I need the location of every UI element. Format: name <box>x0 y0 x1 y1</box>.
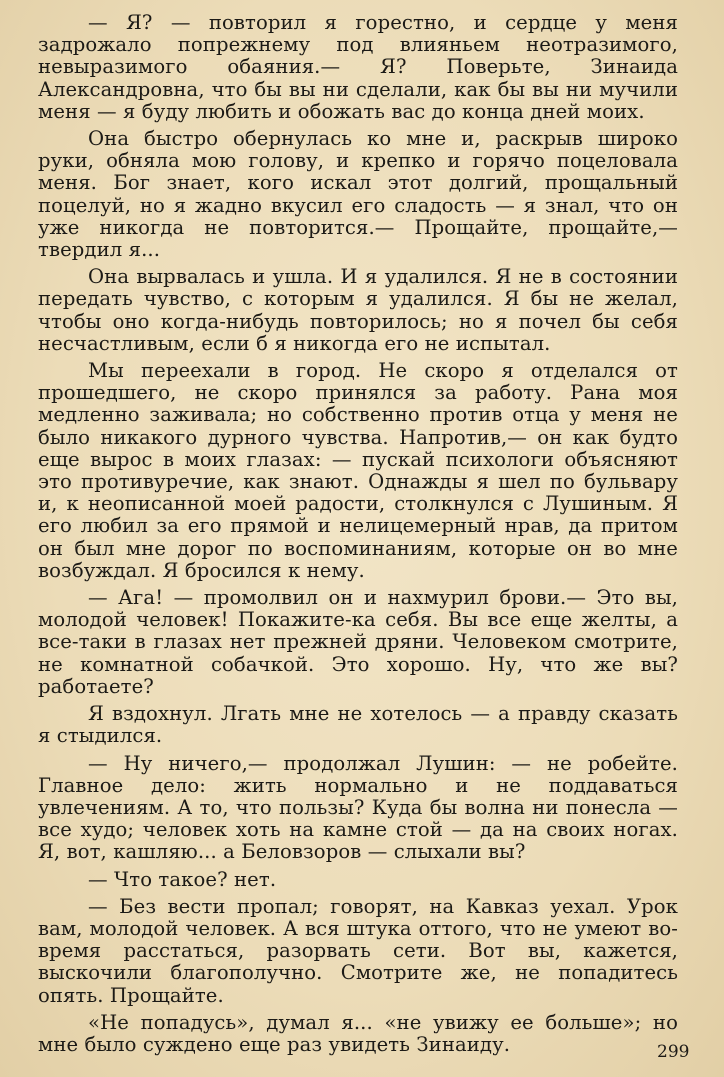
paragraph-3: Она вырвалась и ушла. И я удалился. Я не в состоянии передать чувство, с которым я удалился. Я бы не желал, чтобы оно когда-нибудь повторилось; но я почел бы себя несчастливым, если б я никогда его не испытал. <box>38 265 678 355</box>
paragraph-1: — Я? — повторил я горестно, и сердце у меня задрожало попрежнему под влияньем неотразимого, невыразимого обаяния.— Я? Поверьте, Зинаида Александровна, что бы вы ни сделали, как бы вы ни мучили меня — я буду любить и обожать вас до конца дней моих. <box>38 11 678 123</box>
paragraph-9: — Без вести пропал; говорят, на Кавказ уехал. Урок вам, молодой человек. А вся штука оттого, что не умеют во-время расстаться, разорвать сети. Вот вы, кажется, выскочили благополучно. Смотрите же, не попадитесь опять. Прощайте. <box>38 894 678 1007</box>
page-number: 299 <box>657 1042 690 1062</box>
paragraph-4: Мы переехали в город. Не скоро я отделался от прошедшего, не скоро принялся за работу. Рана моя медленно заживала; но собственно против отца у меня не было никакого дурного чувства. Напротив,— он как будто еще вырос в моих глазах: — пускай психологи объясняют это противуречие, как знают. Однажды я шел по бульвару и, к неописанной моей радости, столкнулся с Лушиным. Я его любил за его прямой и нелицемерный нрав, да притом он был мне дорог по воспоминаниям, которые он во мне возбуждал. Я бросился к нему. <box>38 359 678 582</box>
paragraph-7: — Ну ничего,— продолжал Лушин: — не робейте. Главное дело: жить нормально и не поддаваться увлечениям. А то, что пользы? Куда бы волна ни понесла — все худо; человек хоть на камне стой — да на своих ногах. Я, вот, кашляю... а Беловзоров — слыхали вы? <box>38 751 678 864</box>
paragraph-5: — Ага! — промолвил он и нахмурил брови.— Это вы, молодой человек! Покажите-ка себя. Вы все еще желты, а все-таки в глазах нет прежней дряни. Человеком смотрите, не комнатной собачкой. Это хорошо. Ну, что же вы? работаете? <box>38 586 678 698</box>
paragraph-6: Я вздохнул. Лгать мне не хотелось — а правду сказать я стыдился. <box>38 702 678 748</box>
page-body-text <box>38 12 678 1061</box>
paragraph-10: «Не попадусь», думал я... «не увижу ее больше»; но мне было суждено еще раз увидеть Зинаиду. <box>38 1010 678 1056</box>
paragraph-2: Она быстро обернулась ко мне и, раскрыв широко руки, обняла мою голову, и крепко и горячо поцеловала меня. Бог знает, кого искал этот долгий, прощальный поцелуй, но я жадно вкусил его сладость — я знал, что он уже никогда не повторится.— Прощайте, прощайте,— твердил я... <box>38 127 678 262</box>
paragraph-8: — Что такое? нет. <box>88 867 277 891</box>
